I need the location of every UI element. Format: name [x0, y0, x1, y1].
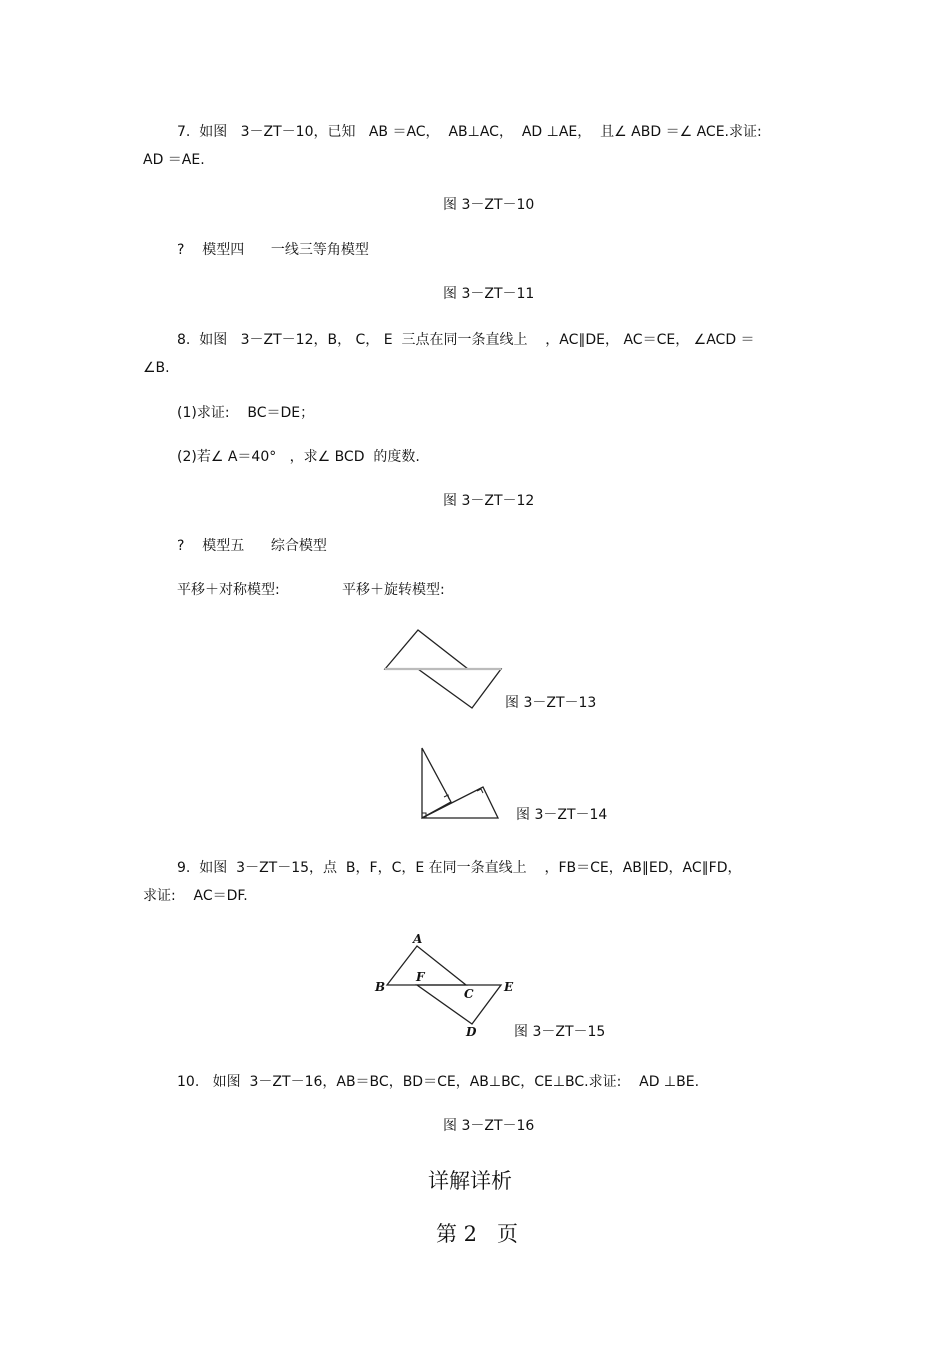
q8-part2: (2)若∠ A＝40° ，求∠ BCD 的度数. [177, 449, 420, 465]
page-number: 第 2 页 [436, 1222, 519, 1246]
figure-14-diagram [418, 745, 502, 823]
figure-caption-11: 图 3－ZT－11 [443, 286, 535, 302]
q9-line1: 9. 如图 3－ZT－15，点 B，F，C，E 在同一条直线上 ，FB＝CE，AB∥ED，AC∥FD， [177, 860, 742, 876]
figure-14-wide-triangle [422, 787, 498, 818]
figure-caption-15: 图 3－ZT－15 [514, 1024, 606, 1040]
figure-caption-13: 图 3－ZT－13 [505, 695, 597, 711]
figure-caption-10: 图 3－ZT－10 [443, 197, 535, 213]
q8-line2: ∠B. [143, 360, 170, 376]
label-a: A [413, 932, 423, 946]
label-e: E [504, 980, 514, 994]
figure-15-diagram [370, 928, 520, 1040]
figure-caption-16: 图 3－ZT－16 [443, 1118, 535, 1134]
model-five-heading: ? 模型五 综合模型 [177, 538, 327, 554]
figure-15-triangle-abc [387, 946, 466, 985]
label-c: C [464, 987, 474, 1001]
model-four-heading: ? 模型四 一线三等角模型 [177, 242, 369, 258]
figure-14-tall-triangle [422, 748, 451, 818]
figure-13-triangle-upper [385, 630, 468, 669]
q8-line1: 8. 如图 3－ZT－12，B， C， E 三点在同一条直线上 ，AC∥DE， AC＝CE， ∠ACD ＝ [177, 332, 755, 348]
model-types-line: 平移＋对称模型: 平移＋旋转模型: [177, 582, 445, 598]
q8-part1: (1)求证: BC＝DE； [177, 405, 315, 421]
q10-text: 10. 如图 3－ZT－16，AB＝BC，BD＝CE，AB⊥BC，CE⊥BC.求证: AD ⊥BE. [177, 1074, 700, 1090]
label-d: D [466, 1025, 477, 1039]
figure-13-triangle-lower [418, 669, 501, 708]
q7-line2: AD ＝AE. [143, 152, 205, 168]
figure-15-triangle-fed [417, 985, 501, 1024]
label-b: B [375, 980, 386, 994]
figure-caption-14: 图 3－ZT－14 [516, 807, 608, 823]
label-f: F [416, 970, 425, 984]
section-title: 详解详析 [428, 1169, 512, 1193]
figure-caption-12: 图 3－ZT－12 [443, 493, 535, 509]
figure-13-diagram [380, 626, 510, 712]
figure-14-right-angle-mark-2 [444, 795, 449, 799]
q7-line1: 7. 如图 3－ZT－10，已知 AB ＝AC， AB⊥AC， AD ⊥AE， 且∠ ABD ＝∠ ACE.求证: [177, 124, 762, 140]
q9-line2: 求证: AC＝DF. [143, 888, 248, 904]
